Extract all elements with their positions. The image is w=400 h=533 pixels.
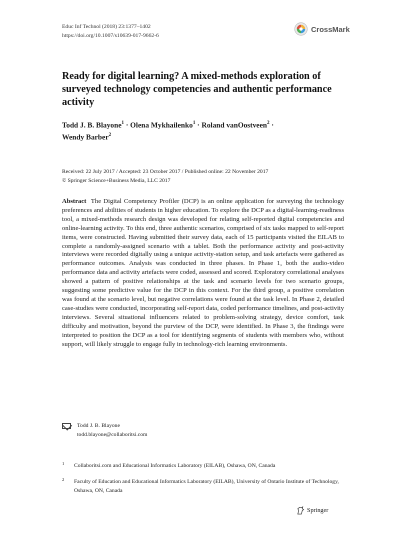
author-separator: · bbox=[269, 120, 274, 130]
publisher-logo bbox=[296, 506, 328, 515]
affiliation-marker: 2 bbox=[108, 133, 112, 139]
author-name: Wendy Barber bbox=[62, 132, 109, 142]
publisher-name: Springer bbox=[307, 507, 329, 514]
corresponding-author bbox=[62, 422, 147, 439]
abstract bbox=[62, 198, 344, 349]
author-name: Todd J. B. Blayone bbox=[62, 120, 122, 130]
affiliation-number: 1 bbox=[62, 461, 65, 466]
abstract-heading: Abstract bbox=[62, 198, 87, 205]
author-name: Olena Mykhailenko bbox=[130, 120, 193, 130]
author-separator: · bbox=[124, 120, 131, 130]
crossmark-badge[interactable] bbox=[294, 22, 350, 36]
affiliation-text: Faculty of Education and Educational Informatics Laboratory (EILAB), University of Ontario Institute of Technology, Oshawa, ON, Canada bbox=[74, 479, 339, 494]
envelope-icon bbox=[62, 423, 71, 429]
author-name: Roland vanOostveen bbox=[201, 120, 267, 130]
journal-citation: Educ Inf Technol (2018) 23:1377–1402 bbox=[62, 24, 151, 30]
crossmark-label: CrossMark bbox=[311, 24, 350, 34]
publication-dates bbox=[62, 168, 362, 185]
abstract-body: The Digital Competency Profiler (DCP) is an online application for surveying the technology preferences and abilities of students in higher education. To explore the DCP as a digital-learning-readiness tool, a mixed-methods research design was developed for relating self-reported digital competencies and online-learning activity. To this end, three authentic scenarios, comprised of six tasks mapped to self-report items, were constructed. Having submitted their survey data, each of 15 participants visited the EILAB to complete a randomly-assigned scenario with a tablet. Both the performance activity and post-activity interviews were recorded digitally using a unique activity-station setup, and task artefacts were gathered as performance outcomes. Analysis was conducted in three phases. In Phase 1, both the audio-video performance data and activity artefacts were coded, assessed and scored. Exploratory correlational analyses showed a pattern of positive relationships at the task and scenario levels for two scenario groups, suggesting some predictive value for the DCP in this context. For the third group, a positive correlation was found at the scenario level, but negative correlations were found at the task level. In Phase 2, detailed case-studies were conducted, incorporating self-report data, coded performance timelines, and post-activity interviews. Several situational influencers related to problem-solving strategy, device comfort, task difficulty and motivation, beyond the purview of the DCP, were identified. In Phase 3, the findings were interpreted to position the DCP as a tool for identifying segments of students with members who, without support, will likely struggle to engage fully in technology-rich learning environments. bbox=[62, 198, 344, 348]
crossmark-icon bbox=[294, 22, 308, 36]
copyright-line: © Springer Science+Business Media, LLC 2017 bbox=[62, 177, 171, 184]
contact-name: Todd J. B. Blayone bbox=[77, 423, 120, 429]
affiliation-text: Collaboritsi.com and Educational Informatics Laboratory (EILAB), Oshawa, ON, Canada bbox=[74, 463, 276, 469]
dates-line: Received: 22 July 2017 / Accepted: 23 October 2017 / Published online: 22 November 2017 bbox=[62, 169, 269, 175]
affiliation-item bbox=[62, 478, 342, 495]
affiliation-marker: 1 bbox=[192, 121, 196, 126]
springer-horse-icon bbox=[296, 506, 305, 515]
author-separator: · bbox=[195, 120, 202, 130]
paper-title: Ready for digital learning? A mixed-methods exploration of surveyed technology competencies and authentic performance activity bbox=[62, 71, 332, 108]
contact-email[interactable]: todd.blayone@collaboritsi.com bbox=[77, 431, 148, 438]
affiliation-number: 2 bbox=[62, 477, 65, 482]
author-list bbox=[62, 118, 352, 143]
running-header bbox=[62, 23, 159, 41]
affiliation-marker: 1 bbox=[121, 121, 124, 126]
affiliation-marker: 2 bbox=[266, 121, 270, 126]
affiliation-item bbox=[62, 462, 342, 471]
doi-link[interactable]: https://doi.org/10.1007/s10639-017-9662-6 bbox=[62, 33, 159, 39]
